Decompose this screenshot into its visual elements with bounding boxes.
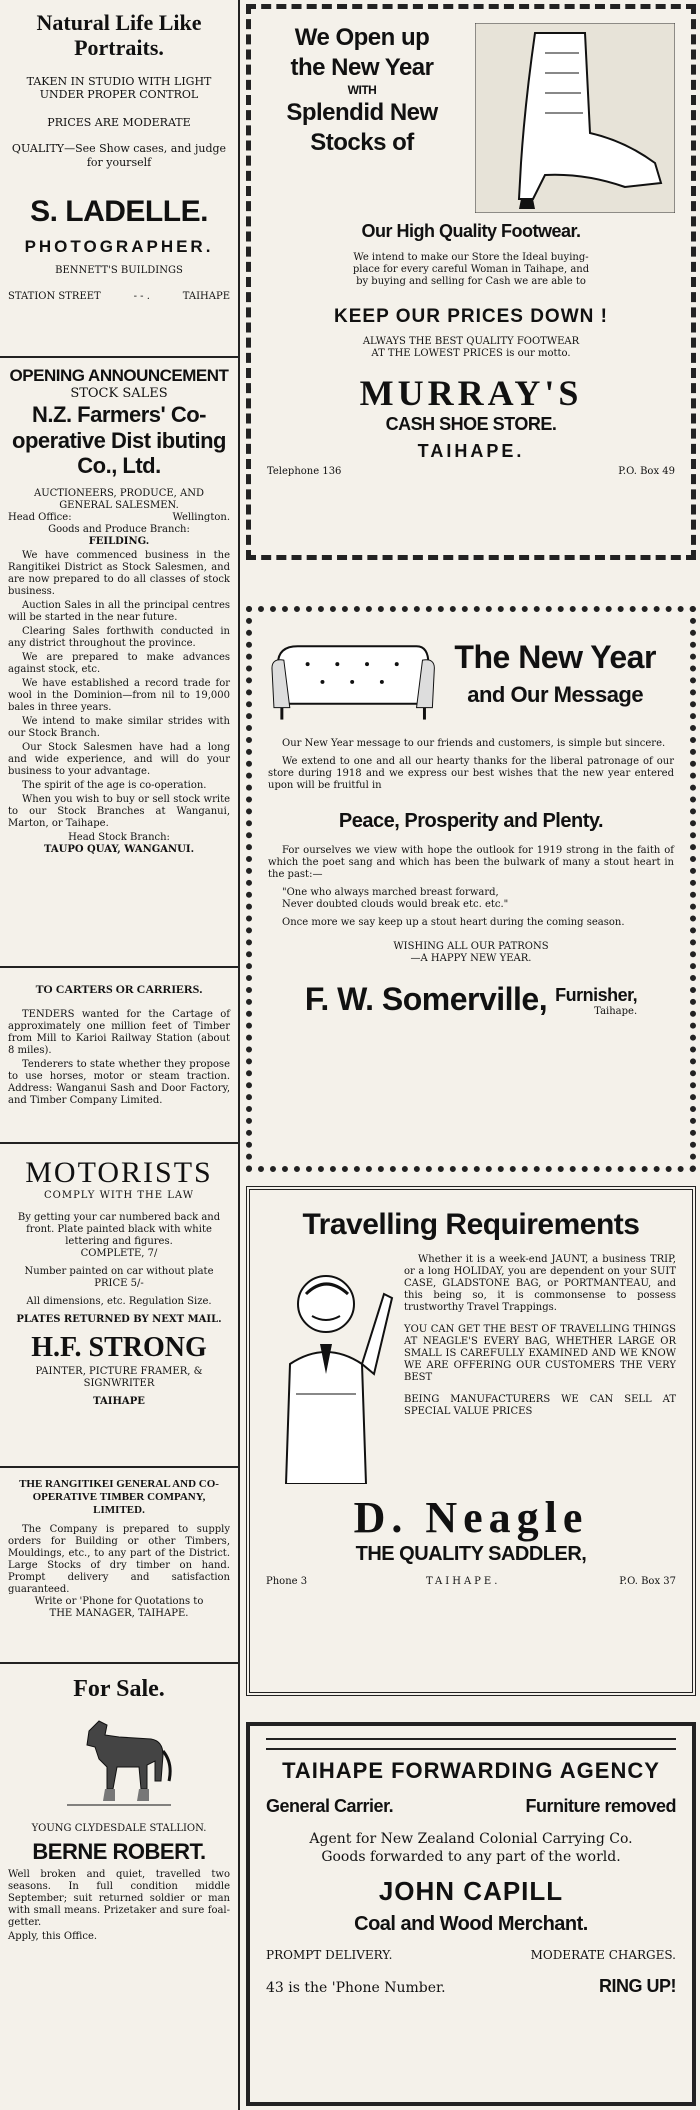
strong-trade: PAINTER, PICTURE FRAMER, & SIGNWRITER bbox=[35, 1366, 203, 1389]
sofa-illustration bbox=[268, 624, 436, 724]
murray-p1: We intend to make our Store the Ideal buying-place for every careful Woman in Taihape, and by buying and selling for Cash we are able to bbox=[352, 252, 590, 287]
head-office-label: Head Office: bbox=[8, 512, 72, 524]
carters-p2: Tenderers to state whether they propose to use horses, motor or steam traction. Address: Wanganui Sash and Door Factory, and Timber Company Limited. bbox=[8, 1059, 230, 1106]
town-name: TAIHAPE bbox=[182, 291, 230, 303]
capill-name: JOHN CAPILL bbox=[378, 1876, 564, 1906]
capill-d2: MODERATE CHARGES. bbox=[530, 1948, 676, 1962]
somerville-l2: and Our Message bbox=[467, 681, 644, 707]
motorists-p1b: COMPLETE, 7/ bbox=[80, 1248, 158, 1259]
capill-p1: Agent for New Zealand Colonial Carrying Co. bbox=[309, 1831, 633, 1847]
farmers-paragraph: Auction Sales in all the principal centres will be started in the near future. bbox=[8, 600, 230, 624]
neagle-trade: THE QUALITY SADDLER, bbox=[355, 1543, 587, 1565]
clydesdale-horse-illustration bbox=[59, 1711, 179, 1811]
stallion-name: BERNE ROBERT. bbox=[32, 1839, 206, 1864]
strong-town: TAIHAPE bbox=[93, 1396, 145, 1407]
carters-p1: TENDERS wanted for the Cartage of approximately one million feet of Timber from Mill to Karioi Railway Station (about 8 miles). bbox=[8, 1009, 230, 1056]
left-column bbox=[0, 0, 238, 2110]
farmers-roles: AUCTIONEERS, PRODUCE, AND GENERAL SALESMEN. bbox=[33, 488, 205, 512]
street-name: STATION STREET bbox=[8, 291, 101, 303]
neagle-copy bbox=[396, 1254, 676, 1484]
carters-heading: TO CARTERS OR CARRIERS. bbox=[35, 982, 203, 996]
somerville-trade: Furnisher, bbox=[555, 985, 638, 1005]
murray-l1: We Open up bbox=[294, 24, 430, 51]
farmers-ad bbox=[0, 358, 238, 968]
portraits-line2: PRICES ARE MODERATE bbox=[47, 116, 191, 130]
portraits-title: Natural Life Like Portraits. bbox=[36, 10, 202, 61]
farmers-body bbox=[8, 550, 230, 830]
somerville-peace: Peace, Prosperity and Plenty. bbox=[338, 810, 604, 832]
strong-name: H.F. STRONG bbox=[31, 1332, 207, 1363]
somerville-name: F. W. Somerville, bbox=[304, 981, 548, 1017]
murray-name: MURRAY'S bbox=[359, 373, 583, 413]
motorists-sub: COMPLY WITH THE LAW bbox=[43, 1190, 194, 1201]
photographer-address bbox=[8, 291, 230, 303]
neagle-name: D. Neagle bbox=[353, 1493, 589, 1542]
capill-ad bbox=[246, 1722, 696, 2106]
murray-ad bbox=[246, 4, 696, 560]
timber-heading: THE RANGITIKEI GENERAL AND CO-OPERATIVE TIMBER COMPANY, LIMITED. bbox=[19, 1478, 219, 1517]
timber-ad bbox=[0, 1468, 238, 1664]
capill-left: General Carrier. bbox=[266, 1796, 394, 1816]
somerville-trade-block bbox=[555, 985, 637, 1018]
somerville-q1: "One who always marched breast forward, bbox=[282, 887, 499, 898]
motorists-heading: MOTORISTS bbox=[25, 1156, 213, 1189]
neagle-heading: Travelling Requirements bbox=[302, 1208, 640, 1241]
head-office-place: Wellington. bbox=[172, 512, 230, 524]
somerville-ad bbox=[246, 606, 696, 1172]
farmers-paragraph: We have established a record trade for wool in the Dominion—from nil to 19,000 bales in three years. bbox=[8, 678, 230, 714]
murray-store: CASH SHOE STORE. bbox=[385, 414, 557, 434]
somerville-p3: For ourselves we view with hope the outlook for 1919 strong in the faith of which the poet sang and which has been the bulwark of many a stout heart in the past:— bbox=[268, 845, 674, 880]
neagle-ad bbox=[246, 1186, 696, 1696]
capill-phone-line bbox=[266, 1976, 676, 1998]
forsale-p2: Apply, this Office. bbox=[8, 1931, 98, 1942]
strong-ad bbox=[0, 1144, 238, 1468]
carters-ad bbox=[0, 968, 238, 1144]
capill-services bbox=[266, 1796, 676, 1817]
farmers-paragraph: When you wish to buy or sell stock write to our Stock Branches at Wanganui, Marton, or Taihape. bbox=[8, 794, 230, 830]
murray-box: P.O. Box 49 bbox=[618, 466, 675, 477]
capill-trade: Coal and Wood Merchant. bbox=[354, 1913, 588, 1935]
farmers-paragraph: Our Stock Salesmen have had a long and wide experience, and will do your business to your advantage. bbox=[8, 742, 230, 778]
forsale-heading: For Sale. bbox=[73, 1676, 165, 1702]
farmers-paragraph: We are prepared to make advances against stock, etc. bbox=[8, 652, 230, 676]
farmers-branch: Goods and Produce Branch: bbox=[48, 524, 190, 536]
portraits-line1: TAKEN IN STUDIO WITH LIGHT UNDER PROPER CONTROL bbox=[26, 74, 212, 102]
farmers-paragraph: We intend to make similar strides with our Stock Branch. bbox=[8, 716, 230, 740]
murray-contact bbox=[267, 466, 675, 478]
right-column bbox=[240, 0, 700, 2110]
farmers-branch-place: FEILDING. bbox=[88, 536, 150, 548]
somerville-headline bbox=[436, 640, 674, 707]
motorists-p4: PLATES RETURNED BY NEXT MAIL. bbox=[16, 1314, 222, 1325]
murray-town: TAIHAPE. bbox=[417, 441, 525, 461]
murray-l6: Our High Quality Footwear. bbox=[361, 221, 581, 241]
neagle-p1: Whether it is a week-end JAUNT, a business TRIP, or a long HOLIDAY, you are dependent on your SUIT CASE, GLADSTONE BAG, or PORTMANTEAU, and this being so, it is commonsense to possess trustworthy Travel Trappings. bbox=[404, 1254, 676, 1313]
motorists-p2b: PRICE 5/- bbox=[94, 1278, 144, 1289]
neagle-p3: BEING MANUFACTURERS WE CAN SELL AT SPECIAL VALUE PRICES bbox=[404, 1394, 676, 1417]
forsale-caption: YOUNG CLYDESDALE STALLION. bbox=[31, 1823, 207, 1834]
motorists-p1: By getting your car numbered back and front. Plate painted black with white lettering and figures. bbox=[17, 1212, 221, 1247]
farmers-sub: STOCK SALES bbox=[70, 386, 168, 401]
capill-p2: Goods forwarded to any part of the world. bbox=[321, 1848, 621, 1865]
somerville-town: Taihape. bbox=[594, 1006, 638, 1017]
forsale-p1: Well broken and quiet, travelled two seasons. In full condition middle September; suit returned soldier or man with small means. Prizetaker and sure foal-getter. bbox=[8, 1869, 230, 1928]
timber-p1: The Company is prepared to supply orders for Building or other Timbers, Mouldings, etc., to any part of the District. Large Stocks of dry timber on hand. Prompt delivery and satisfaction guaranteed. bbox=[8, 1523, 230, 1595]
somerville-q2: Never doubted clouds would break etc. etc." bbox=[282, 899, 509, 910]
timber-p3: THE MANAGER, TAIHAPE. bbox=[49, 1607, 189, 1619]
capill-phone: 43 is the 'Phone Number. bbox=[266, 1980, 446, 1997]
somerville-p1: Our New Year message to our friends and customers, is simple but sincere. bbox=[282, 738, 666, 749]
neagle-town: TAIHAPE. bbox=[425, 1576, 501, 1587]
murray-l2: the New Year bbox=[290, 54, 434, 81]
murray-l4: Splendid New bbox=[286, 99, 438, 126]
neagle-box: P.O. Box 37 bbox=[619, 1576, 676, 1587]
capill-d1: PROMPT DELIVERY. bbox=[266, 1948, 393, 1962]
capill-top-rule bbox=[266, 1738, 676, 1750]
capill-ring: RING UP! bbox=[599, 1976, 676, 1997]
farmers-company: N.Z. Farmers' Co-operative Dist ibuting Co., Ltd. bbox=[12, 402, 226, 478]
farmers-hq-place: TAUPO QUAY, WANGANUI. bbox=[43, 844, 195, 856]
somerville-l1: The New Year bbox=[454, 639, 656, 676]
farmers-heading: OPENING ANNOUNCEMENT bbox=[9, 366, 229, 385]
capill-terms bbox=[266, 1948, 676, 1962]
timber-p2: Write or 'Phone for Quotations to bbox=[34, 1595, 204, 1607]
capill-right: Furniture removed bbox=[525, 1796, 676, 1816]
farmers-hq: Head Stock Branch: bbox=[68, 832, 170, 844]
murray-keep: KEEP OUR PRICES DOWN ! bbox=[334, 306, 608, 327]
somerville-p2: We extend to one and all our hearty thanks for the liberal patronage of our store during 1918 and we express our best wishes that the new year entered upon will be fruitful in bbox=[268, 756, 674, 791]
murray-phone: Telephone 136 bbox=[267, 466, 342, 477]
neagle-p2: YOU CAN GET THE BEST OF TRAVELLING THINGS AT NEAGLE'S EVERY BAG, WHETHER LARGE OR SMALL IS CAREFULLY EXAMINED AND WE KNOW WE ARE OFFERING OUR CUSTOMERS THE VERY BEST bbox=[404, 1324, 676, 1383]
farmers-head-office bbox=[8, 512, 230, 524]
motorists-p2: Number painted on car without plate bbox=[24, 1266, 214, 1277]
photographer-trade: PHOTOGRAPHER. bbox=[24, 237, 214, 257]
portraits-line3: QUALITY—See Show cases, and judge for yourself bbox=[11, 141, 227, 169]
forsale-ad bbox=[0, 1664, 238, 2110]
murray-l3: WITH bbox=[347, 83, 377, 97]
traveller-illustration bbox=[266, 1254, 396, 1484]
somerville-w1: WISHING ALL OUR PATRONS bbox=[393, 941, 549, 952]
murray-l5: Stocks of bbox=[310, 129, 414, 156]
capill-heading: TAIHAPE FORWARDING AGENCY bbox=[282, 1758, 660, 1783]
farmers-paragraph: We have commenced business in the Rangitikei District as Stock Salesmen, and are now prepared to do all classes of stock business. bbox=[8, 550, 230, 598]
farmers-paragraph: The spirit of the age is co-operation. bbox=[22, 780, 207, 792]
somerville-w2: —A HAPPY NEW YEAR. bbox=[410, 953, 532, 964]
murray-p2: ALWAYS THE BEST QUALITY FOOTWEAR AT THE LOWEST PRICES is our motto. bbox=[362, 336, 580, 359]
boot-illustration bbox=[475, 23, 675, 213]
farmers-paragraph: Clearing Sales forthwith conducted in any district throughout the province. bbox=[8, 626, 230, 650]
neagle-phone: Phone 3 bbox=[266, 1576, 308, 1587]
photographer-building: BENNETT'S BUILDINGS bbox=[55, 265, 183, 277]
photographer-name: S. LADELLE. bbox=[30, 195, 208, 229]
address-dash: - - . bbox=[133, 291, 150, 303]
ladelle-ad bbox=[0, 0, 238, 358]
somerville-signature bbox=[268, 981, 674, 1018]
motorists-p3: All dimensions, etc. Regulation Size. bbox=[26, 1296, 212, 1307]
murray-headline bbox=[267, 23, 457, 213]
somerville-p4: Once more we say keep up a stout heart during the coming season. bbox=[282, 917, 625, 928]
neagle-contact bbox=[266, 1576, 676, 1588]
